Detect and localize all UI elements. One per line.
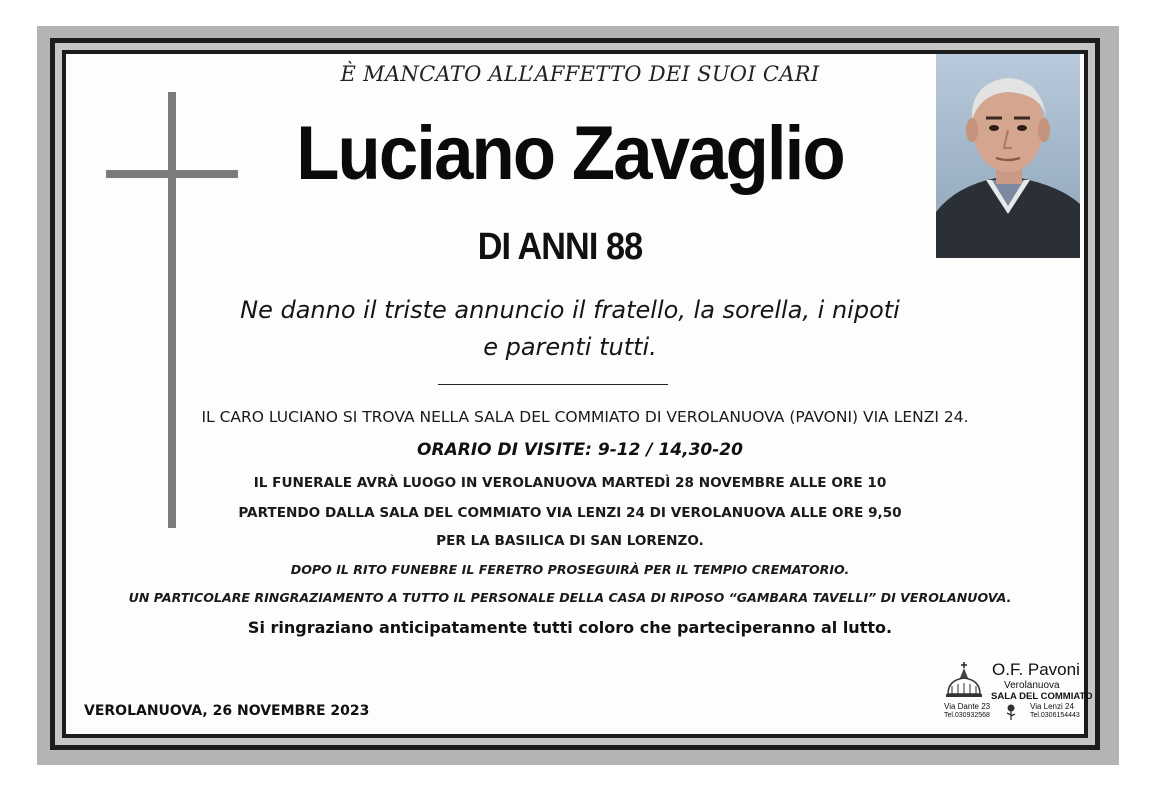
funeral-line-3: PER LA BASILICA DI SAN LORENZO. [436, 533, 704, 549]
rose-icon [1004, 704, 1018, 720]
acknowledgement-note: UN PARTICOLARE RINGRAZIAMENTO A TUTTO IL PERSONALE DELLA CASA DI RIPOSO “GAMBARA TAVELLI” DI VEROLANUOVA. [128, 590, 1012, 605]
agency-address-1: Via Dante 23 [944, 702, 991, 711]
divider [438, 384, 668, 385]
agency-town: Verolanuova [1004, 680, 1060, 691]
agency-hall: SALA DEL COMMIATO [991, 691, 1093, 702]
announcement-line-2: e parenti tutti. [483, 333, 657, 361]
portrait-illustration [936, 54, 1080, 258]
dateline: VEROLANUOVA, 26 NOVEMBRE 2023 [84, 703, 370, 719]
thanks-line: Si ringraziano anticipatamente tutti coloro che parteciperanno al lutto. [247, 618, 893, 637]
funeral-line-2: PARTENDO DALLA SALA DEL COMMIATO VIA LENZI 24 DI VEROLANUOVA ALLE ORE 9,50 [238, 505, 902, 521]
cremation-note: DOPO IL RITO FUNEBRE IL FERETRO PROSEGUIRÀ PER IL TEMPIO CREMATORIO. [290, 562, 850, 577]
deceased-age: DI ANNI 88 [477, 226, 643, 268]
agency-logo [940, 660, 1092, 724]
agency-phone-2: Tel.0306154443 [1030, 712, 1080, 719]
deceased-name: Luciano Zavaglio [296, 111, 844, 196]
chapel-icon [942, 660, 982, 704]
agency-name: O.F. Pavoni [992, 660, 1080, 679]
location-info: IL CARO LUCIANO SI TROVA NELLA SALA DEL COMMIATO DI VEROLANUOVA (PAVONI) VIA LENZI 24. [201, 408, 969, 426]
cross-icon-bar [106, 170, 238, 178]
announcement-line-1: Ne danno il triste annuncio il fratello, la sorella, i nipoti [240, 296, 900, 324]
funeral-line-1: IL FUNERALE AVRÀ LUOGO IN VEROLANUOVA MARTEDÌ 28 NOVEMBRE ALLE ORE 10 [253, 475, 887, 491]
agency-address-2: Via Lenzi 24 [1030, 702, 1074, 711]
visiting-hours: ORARIO DI VISITE: 9-12 / 14,30-20 [417, 440, 743, 460]
agency-phone-1: Tel.030932568 [944, 712, 990, 719]
portrait-photo [936, 54, 1080, 258]
intro-line: È MANCATO ALL’AFFETTO DEI SUOI CARI [340, 62, 820, 86]
